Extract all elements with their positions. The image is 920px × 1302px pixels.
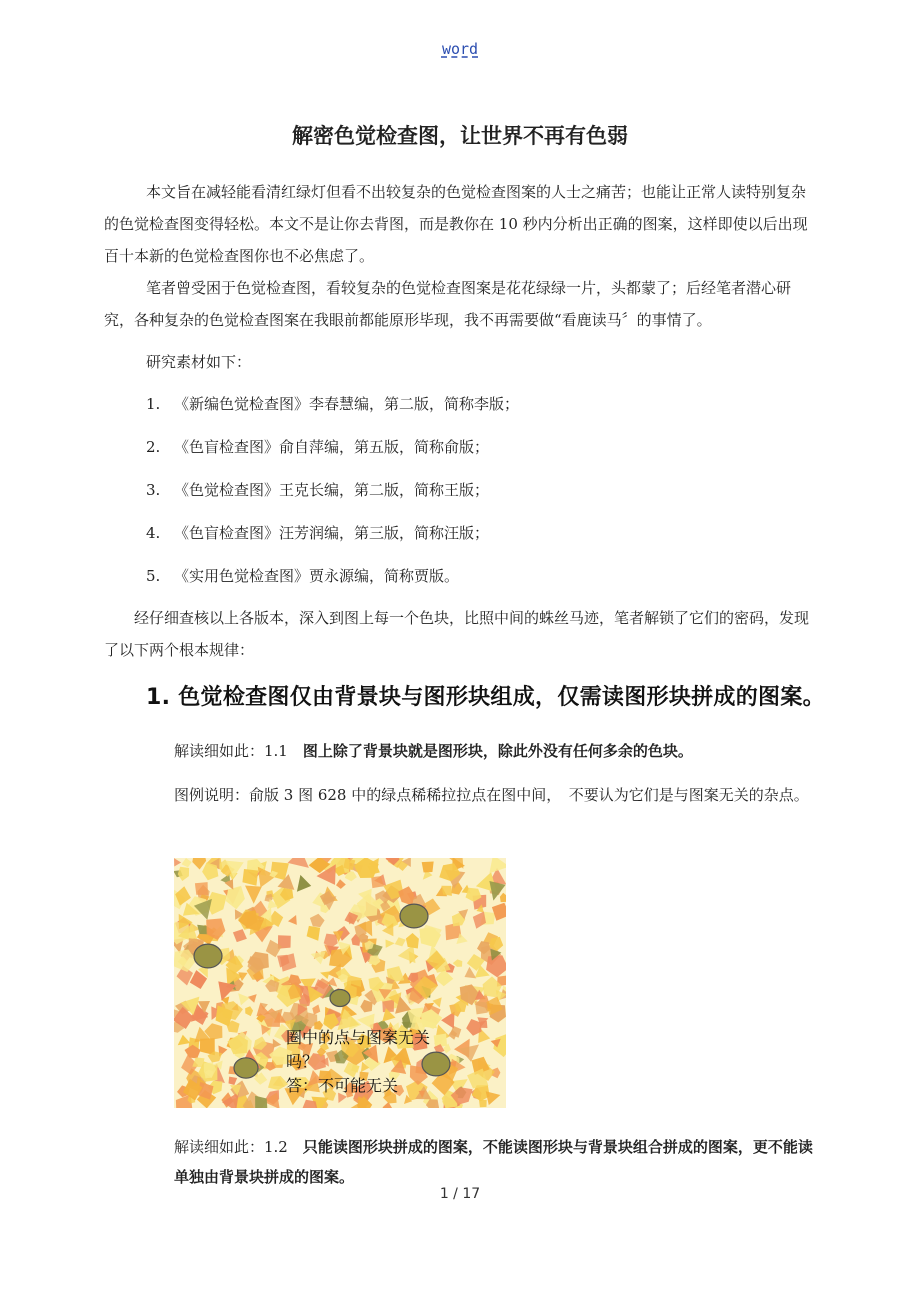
note-1-2-prefix: 解读细如此：1.2 xyxy=(174,1138,303,1156)
list-item-text: 《色盲检查图》汪芳润编，第三版，简称汪版； xyxy=(174,524,490,542)
circled-dot xyxy=(234,1058,258,1078)
list-item-number: 5. xyxy=(146,567,161,585)
intro-paragraph: 本文旨在减轻能看清红绿灯但看不出较复杂的色觉检查图案的人士之痛苦；也能让正常人读特别复杂的色觉检查图变得轻松。本文不是让你去背图，而是教你在 10 秒内分析出正确的图案，这样即使以后出现百十本新的色觉检查图你也不必焦虑了。 xyxy=(104,183,808,265)
list-item xyxy=(146,523,489,543)
list-item-number: 3. xyxy=(146,481,161,499)
list-item xyxy=(146,437,489,457)
color-plate-figure xyxy=(174,858,506,1108)
note-1-1-prefix: 解读细如此：1.1 xyxy=(174,742,303,760)
list-item-text: 《色盲检查图》俞自萍编，第五版，简称俞版； xyxy=(174,438,490,456)
list-item-text: 《新编色觉检查图》李春慧编，第二版，简称李版； xyxy=(174,395,520,413)
mosaic-tile xyxy=(422,862,434,873)
list-item xyxy=(146,394,519,414)
list-item-text: 《实用色觉检查图》贾永源编，简称贾版。 xyxy=(174,567,460,585)
figure-caption-line: 圈中的点与图案无关 xyxy=(286,1028,431,1047)
circled-dot xyxy=(400,904,428,928)
figure-caption-line: 吗？ xyxy=(286,1052,319,1071)
note-1-2 xyxy=(174,1132,818,1192)
list-item-number: 4. xyxy=(146,524,161,542)
summary-paragraph: 经仔细查核以上各版本，深入到图上每一个色块，比照中间的蛛丝马迹，笔者解锁了它们的密码，发现了以下两个根本规律： xyxy=(104,609,810,659)
list-item-number: 1. xyxy=(146,395,161,413)
circled-dot xyxy=(330,990,350,1007)
header-word-link[interactable]: word xyxy=(441,40,479,58)
document-title: 解密色觉检查图，让世界不再有色弱 xyxy=(292,123,628,148)
section-1-heading: 1. 色觉检查图仅由背景块与图形块组成，仅需读图形块拼成的图案。 xyxy=(146,685,825,710)
figure-caption-line: 答：不可能无关 xyxy=(286,1076,399,1095)
mosaic-tile xyxy=(475,1001,488,1014)
mosaic-tile xyxy=(195,882,208,895)
circled-dot xyxy=(194,944,222,968)
mosaic-tile xyxy=(382,1000,394,1013)
materials-intro: 研究素材如下： xyxy=(146,353,252,371)
list-item-text: 《色觉检查图》王克长编，第二版，简称王版； xyxy=(174,481,490,499)
note-1-1-text: 图上除了背景块就是图形块，除此外没有任何多余的色块。 xyxy=(302,742,693,760)
list-item-number: 2. xyxy=(146,438,161,456)
figure-caption xyxy=(286,1026,430,1098)
example-note: 图例说明：俞版 3 图 628 中的绿点稀稀拉拉点在图中间， 不要认为它们是与图案无关的杂点。 xyxy=(174,786,809,804)
background-paragraph: 笔者曾受困于色觉检查图，看较复杂的色觉检查图案是花花绿绿一片，头都蒙了；后经笔者潜心研究，各种复杂的色觉检查图案在我眼前都能原形毕现，我不再需要做“看鹿读马〞的事情了。 xyxy=(104,279,792,329)
mosaic-tile xyxy=(479,1100,487,1108)
note-1-2-text: 只能读图形块拼成的图案，不能读图形块与背景块组合拼成的图案，更不能读单独由背景块拼成的图案。 xyxy=(174,1138,813,1186)
note-1-1 xyxy=(174,736,818,766)
page-number: 1 / 17 xyxy=(439,1186,481,1202)
list-item xyxy=(146,566,459,586)
list-item xyxy=(146,480,489,500)
